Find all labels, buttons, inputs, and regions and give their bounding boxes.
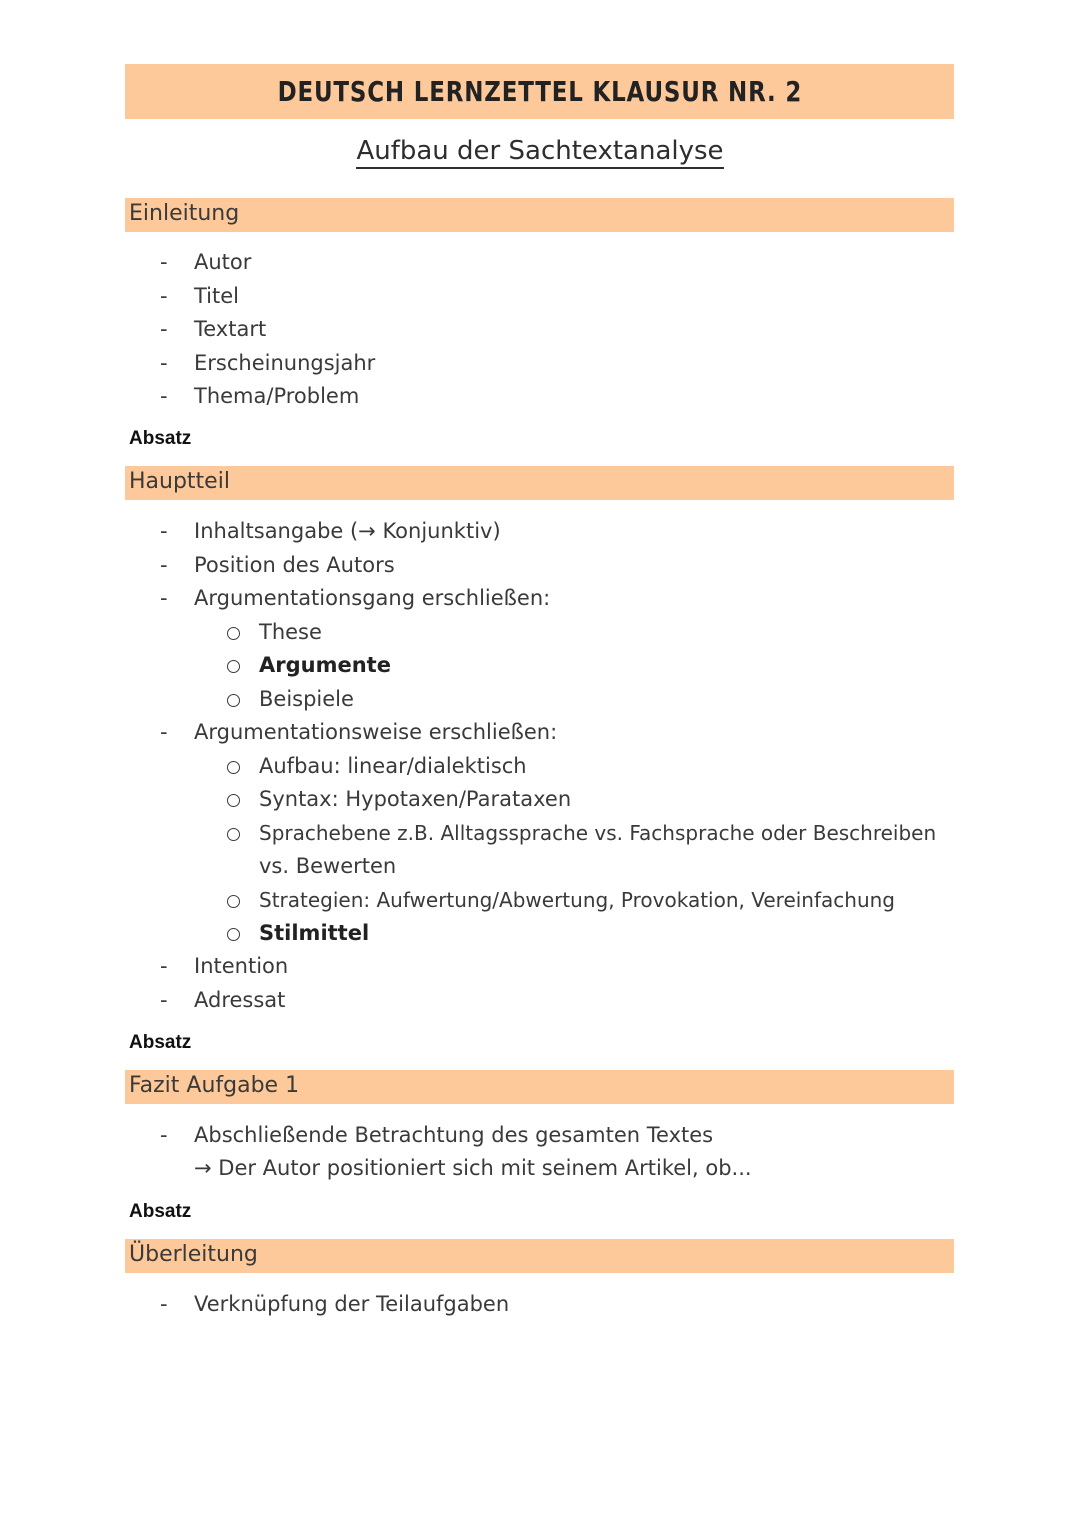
dash-bullet: - — [160, 586, 168, 610]
dash-bullet: - — [160, 1123, 168, 1147]
dash-bullet: - — [160, 284, 168, 308]
page-subtitle: Aufbau der Sachtextanalyse — [356, 136, 723, 169]
section-header-hauptteil — [125, 466, 954, 500]
list-item: Textart — [194, 317, 267, 341]
circle-bullet-icon — [227, 828, 240, 841]
absatz-label: Absatz — [129, 428, 192, 449]
sub-list-item: Strategien: Aufwertung/Abwertung, Provokation, Vereinfachung — [259, 888, 895, 912]
circle-bullet-icon — [227, 895, 240, 908]
list-item: Argumentationsgang erschließen: — [194, 586, 551, 610]
list-item: Autor — [194, 250, 252, 274]
absatz-label: Absatz — [129, 1201, 192, 1222]
section-heading: Überleitung — [129, 1242, 258, 1267]
section-header-ueberleitung — [125, 1239, 954, 1273]
dash-bullet: - — [160, 250, 168, 274]
title-banner — [125, 64, 954, 119]
list-item: Thema/Problem — [194, 384, 360, 408]
list-item: Abschließende Betrachtung des gesamten Textes — [194, 1123, 714, 1147]
sub-list-item: Syntax: Hypotaxen/Parataxen — [259, 787, 572, 811]
dash-bullet: - — [160, 351, 168, 375]
section-heading: Fazit Aufgabe 1 — [129, 1073, 300, 1098]
absatz-label: Absatz — [129, 1032, 192, 1053]
section-header-fazit — [125, 1070, 954, 1104]
sub-list-item-continuation: vs. Bewerten — [259, 854, 397, 878]
list-item: Position des Autors — [194, 553, 395, 577]
list-item: Erscheinungsjahr — [194, 351, 376, 375]
dash-bullet: - — [160, 317, 168, 341]
sub-list-item: Beispiele — [259, 687, 354, 711]
dash-bullet: - — [160, 519, 168, 543]
list-item: Adressat — [194, 988, 286, 1012]
section-header-einleitung — [125, 198, 954, 232]
list-item: Inhaltsangabe (→ Konjunktiv) — [194, 519, 501, 543]
dash-bullet: - — [160, 384, 168, 408]
sub-list-item: Stilmittel — [259, 921, 370, 945]
list-item: Argumentationsweise erschließen: — [194, 720, 558, 744]
circle-bullet-icon — [227, 694, 240, 707]
list-item: Intention — [194, 954, 289, 978]
circle-bullet-icon — [227, 761, 240, 774]
section-heading: Einleitung — [129, 201, 240, 226]
dash-bullet: - — [160, 988, 168, 1012]
dash-bullet: - — [160, 553, 168, 577]
section-heading: Hauptteil — [129, 469, 230, 494]
arrow-followup: → Der Autor positioniert sich mit seinem Artikel, ob... — [194, 1156, 752, 1180]
circle-bullet-icon — [227, 928, 240, 941]
dash-bullet: - — [160, 720, 168, 744]
sub-list-item: Argumente — [259, 653, 391, 677]
circle-bullet-icon — [227, 627, 240, 640]
sub-list-item: Sprachebene z.B. Alltagssprache vs. Fachsprache oder Beschreiben — [259, 821, 937, 845]
dash-bullet: - — [160, 954, 168, 978]
dash-bullet: - — [160, 1292, 168, 1316]
circle-bullet-icon — [227, 660, 240, 673]
circle-bullet-icon — [227, 794, 240, 807]
sub-list-item: These — [259, 620, 322, 644]
list-item: Verknüpfung der Teilaufgaben — [194, 1292, 510, 1316]
list-item: Titel — [194, 284, 240, 308]
subtitle-container — [0, 136, 1080, 166]
sub-list-item: Aufbau: linear/dialektisch — [259, 754, 527, 778]
page-title: DEUTSCH LERNZETTEL KLAUSUR NR. 2 — [277, 75, 802, 108]
